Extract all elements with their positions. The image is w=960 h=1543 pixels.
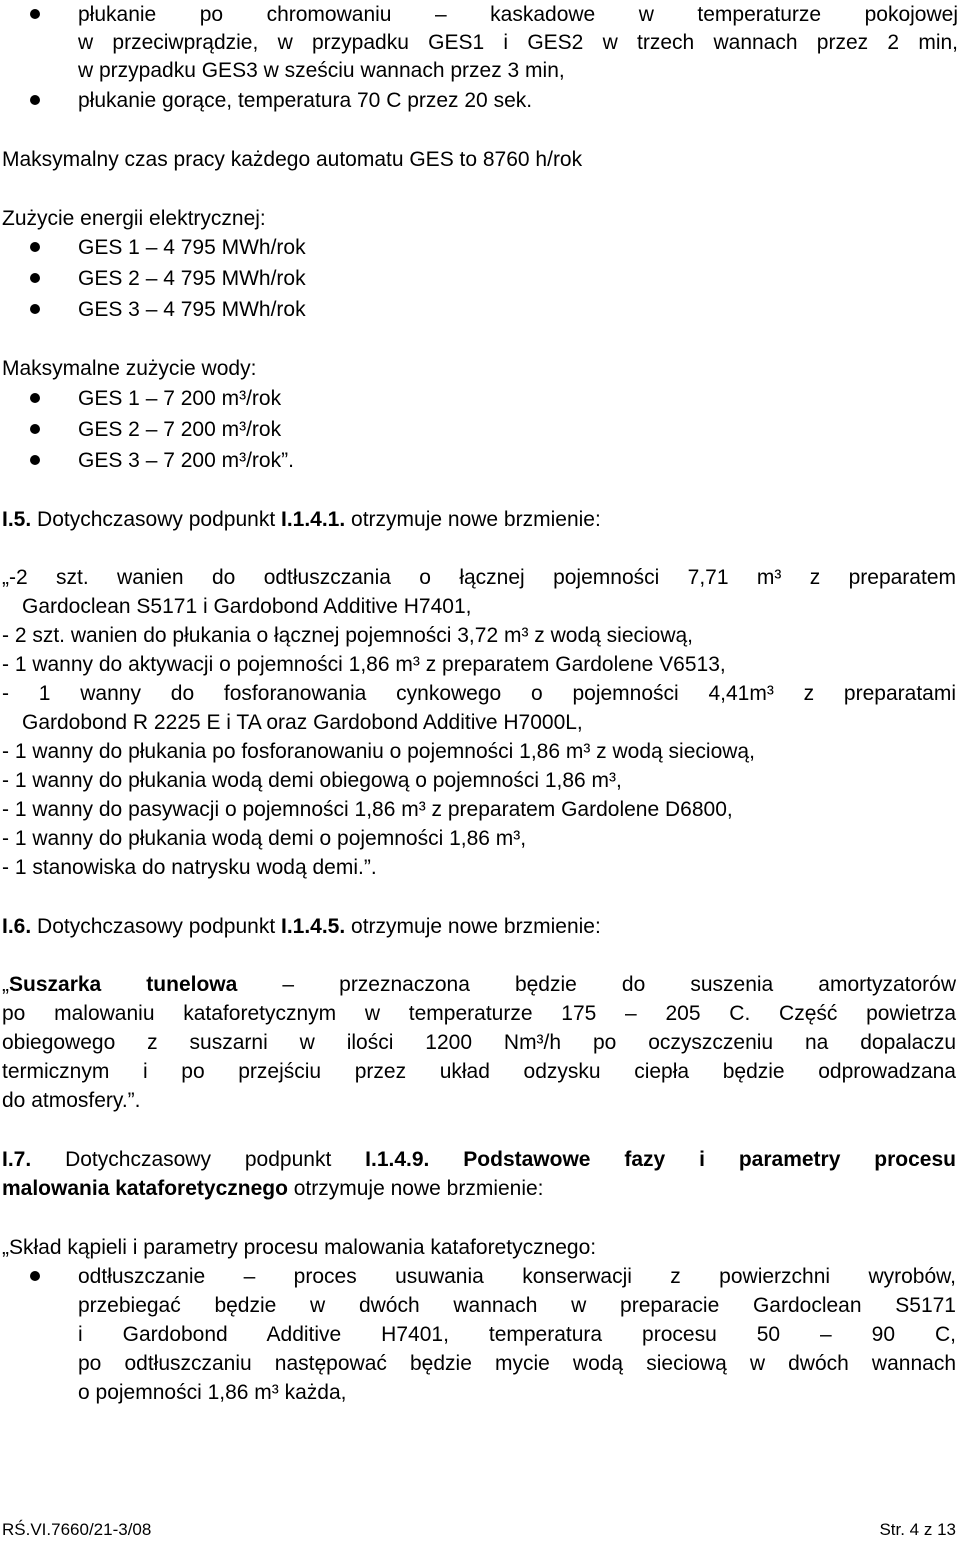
section-number: I.5. (2, 508, 32, 531)
bullet-icon (30, 1271, 40, 1281)
bullet-text: przebiegać będzie w dwóch wannach w preparacie Gardoclean S5171 (78, 1294, 956, 1317)
section-ref: I.1.4.9. Podstawowe fazy i parametry procesu (365, 1148, 956, 1171)
heading-text: otrzymuje nowe brzmienie: (345, 915, 601, 938)
list-item: Gardoclean S5171 i Gardobond Additive H7401, (22, 595, 472, 618)
bullet-icon (30, 273, 40, 283)
list-item: - 2 szt. wanien do płukania o łącznej pojemności 3,72 m³ z wodą sieciową, (2, 624, 694, 647)
list-item: - 1 wanny do płukania wodą demi obiegową o pojemności 1,86 m³, (2, 769, 622, 792)
heading-text: otrzymuje nowe brzmienie: (345, 508, 601, 531)
bullet-icon (30, 9, 40, 19)
section-ref: I.1.4.5. (280, 915, 346, 938)
heading-text: Dotychczasowy podpunkt (31, 508, 281, 531)
energy-label: Zużycie energii elektrycznej: (2, 207, 266, 230)
water-item: GES 3 – 7 200 m³/rok”. (78, 449, 294, 472)
water-item: GES 1 – 7 200 m³/rok (78, 387, 282, 410)
water-item: GES 2 – 7 200 m³/rok (78, 418, 282, 441)
bullet-text: o pojemności 1,86 m³ każda, (78, 1381, 347, 1404)
text-line: w przypadku GES3 w sześciu wannach przez 3 min, (78, 59, 565, 82)
paragraph-line: termicznym i po przejściu przez układ odzysku ciepła będzie odprowadzana (2, 1060, 956, 1083)
bullet-icon (30, 95, 40, 105)
paragraph-line: obiegowego z suszarni w ilości 1200 Nm³/h po oczyszczeniu na dopalaczu (2, 1031, 956, 1054)
section-heading-i7-cont (2, 1174, 958, 1203)
heading-text: Dotychczasowy podpunkt (31, 915, 281, 938)
heading-text: otrzymuje nowe brzmienie: (287, 1177, 544, 1200)
section-heading-i6 (2, 912, 958, 941)
water-label: Maksymalne zużycie wody: (2, 357, 257, 380)
paragraph-line: do atmosfery.”. (2, 1089, 141, 1112)
list-item: - 1 wanny do płukania po fosforanowaniu o pojemności 1,86 m³ z wodą sieciową, (2, 740, 755, 763)
bullet-icon (30, 424, 40, 434)
quote-mark: „ (2, 973, 9, 996)
list-item: - 1 wanny do fosforanowania cynkowego o pojemności 4,41m³ z preparatami (2, 682, 956, 705)
list-item: - 1 wanny do aktywacji o pojemności 1,86 m³ z preparatem Gardolene V6513, (2, 653, 726, 676)
bullet-icon (30, 455, 40, 465)
bullet-text: i Gardobond Additive H7401, temperatura procesu 50 – 90 C, (78, 1323, 956, 1346)
section-title: malowania kataforetycznego (2, 1177, 288, 1200)
list-item: - 1 stanowiska do natrysku wodą demi.”. (2, 856, 377, 879)
bullet-text: odtłuszczanie – proces usuwania konserwacji z powierzchni wyrobów, (78, 1265, 956, 1288)
list-item: - 1 wanny do pasywacji o pojemności 1,86 m³ z preparatem Gardolene D6800, (2, 798, 733, 821)
paragraph-line (2, 970, 956, 999)
section-number: I.6. (2, 915, 32, 938)
bullet-icon (30, 304, 40, 314)
section-ref: I.1.4.1. (280, 508, 346, 531)
section-number: I.7. (2, 1148, 32, 1171)
energy-item: GES 3 – 4 795 MWh/rok (78, 298, 306, 321)
bullet-icon (30, 393, 40, 403)
heading-text: Dotychczasowy podpunkt (31, 1148, 366, 1171)
section-heading-i7 (2, 1145, 956, 1174)
list-item: „-2 szt. wanien do odtłuszczania o łącznej pojemności 7,71 m³ z preparatem (2, 566, 956, 589)
text-line: płukanie po chromowaniu – kaskadowe w temperaturze pokojowej (78, 3, 958, 26)
energy-item: GES 1 – 4 795 MWh/rok (78, 236, 306, 259)
text-line: w przeciwprądzie, w przypadku GES1 i GES2 w trzech wannach przez 2 min, (78, 31, 958, 54)
page-number: Str. 4 z 13 (879, 1520, 956, 1539)
dryer-title: Suszarka tunelowa (9, 973, 238, 996)
composition-intro: „Skład kąpieli i parametry procesu malowania kataforetycznego: (2, 1236, 597, 1259)
text-line: płukanie gorące, temperatura 70 C przez 20 sek. (78, 89, 533, 112)
section-heading-i5 (2, 505, 958, 534)
energy-item: GES 2 – 4 795 MWh/rok (78, 267, 306, 290)
paragraph-text: – przeznaczona będzie do suszenia amortyzatorów (237, 973, 956, 996)
list-item: - 1 wanny do płukania wodą demi o pojemności 1,86 m³, (2, 827, 527, 850)
max-time-text: Maksymalny czas pracy każdego automatu GES to 8760 h/rok (2, 148, 583, 171)
bullet-text: po odtłuszczaniu następować będzie mycie wodą sieciową w dwóch wannach (78, 1352, 956, 1375)
list-item: Gardobond R 2225 E i TA oraz Gardobond Additive H7000L, (22, 711, 583, 734)
footer-reference: RŚ.VI.7660/21-3/08 (2, 1520, 152, 1539)
bullet-icon (30, 242, 40, 252)
paragraph-line: po malowaniu kataforetycznym w temperaturze 175 – 205 C. Część powietrza (2, 1002, 956, 1025)
